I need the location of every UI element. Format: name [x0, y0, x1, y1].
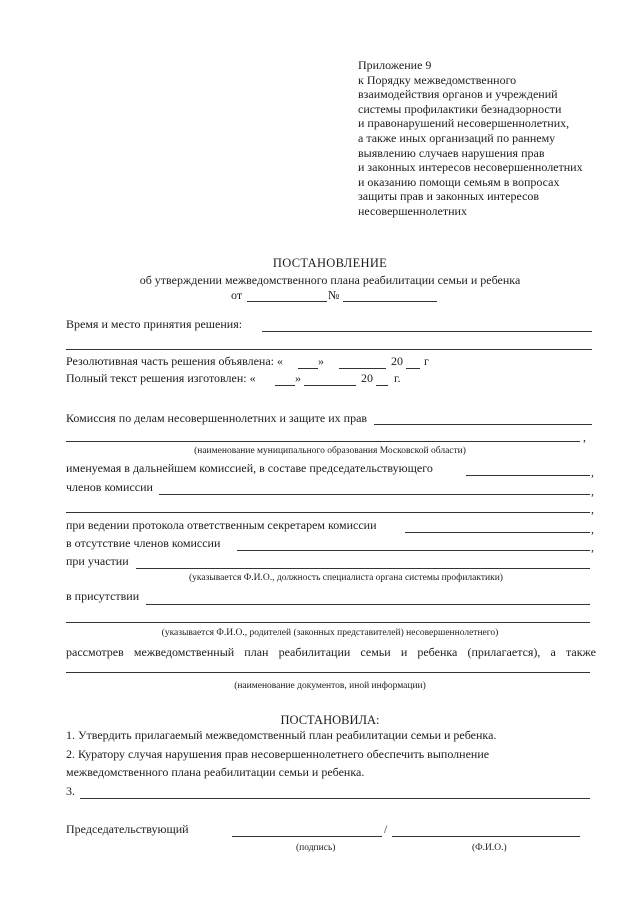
- full-text-year-line[interactable]: [376, 385, 388, 386]
- appendix-line: к Порядку межведомственного: [358, 72, 517, 87]
- named-as-label: именуемая в дальнейшем комиссией, в составе председательствующего: [66, 461, 433, 475]
- appendix-line: защиты прав и законных интересов: [358, 189, 540, 204]
- appendix-line: Приложение 9: [358, 58, 432, 72]
- document-title: ПОСТАНОВЛЕНИЕ: [272, 256, 388, 270]
- appendix-line: несовершеннолетних: [358, 203, 467, 218]
- appendix-line: и оказанию помощи семьям в вопросах: [358, 174, 560, 189]
- caption-municipality: (наименование муниципального образования Московской области): [194, 446, 466, 456]
- secretary-line[interactable]: [405, 532, 590, 533]
- chair-label: Председательствующий: [66, 822, 189, 836]
- full-text-month-line[interactable]: [304, 385, 356, 386]
- number-label: №: [328, 288, 340, 302]
- comma: ,: [591, 522, 594, 536]
- comma: ,: [591, 540, 594, 554]
- presence-line[interactable]: [146, 604, 590, 605]
- members-label: членов комиссии: [66, 480, 153, 494]
- comma: ,: [583, 430, 586, 444]
- decision-item-2-line-1: 2. Куратору случая нарушения прав несовершеннолетнего обеспечить выполнение: [66, 747, 490, 761]
- decision-item-3-line[interactable]: [80, 798, 590, 799]
- resolution-year-line[interactable]: [406, 368, 420, 369]
- year-suffix: г: [424, 354, 429, 368]
- caption-signature: (подпись): [296, 843, 336, 853]
- resolution-day-line[interactable]: [298, 368, 318, 369]
- signature-slash: /: [384, 822, 388, 836]
- name-line[interactable]: [392, 836, 580, 837]
- comma: ,: [591, 502, 594, 516]
- full-text-day-line[interactable]: [275, 385, 295, 386]
- appendix-line: и законных интересов несовершеннолетних: [358, 160, 583, 175]
- year-prefix: 20: [391, 354, 403, 368]
- full-text-label: Полный текст решения изготовлен: «: [66, 371, 256, 385]
- secretary-label: при ведении протокола ответственным секретарем комиссии: [66, 518, 377, 532]
- appendix-line: а также иных организаций по раннему: [358, 130, 556, 145]
- absent-line[interactable]: [237, 550, 590, 551]
- absent-label: в отсутствие членов комиссии: [66, 536, 221, 550]
- commission-label: Комиссия по делам несовершеннолетних и защите их прав: [66, 411, 368, 425]
- time-place-line[interactable]: [262, 331, 592, 332]
- quote-close: »: [318, 354, 324, 368]
- appendix-block: [358, 58, 583, 219]
- number-line[interactable]: [343, 301, 437, 302]
- chair-line[interactable]: [466, 475, 590, 476]
- appendix-line: системы профилактики безнадзорности: [358, 101, 562, 116]
- commission-line-2[interactable]: [66, 441, 580, 442]
- members-line-2[interactable]: [66, 512, 590, 513]
- decision-item-3: 3.: [66, 784, 75, 798]
- caption-specialist: (указывается Ф.И.О., должность специалиста органа системы профилактики): [189, 573, 503, 583]
- decision-title: ПОСТАНОВИЛА:: [280, 713, 380, 727]
- appendix-line: взаимодействия органов и учреждений: [358, 87, 558, 102]
- year-suffix-dot: г.: [394, 371, 401, 385]
- comma: ,: [591, 465, 594, 479]
- caption-parents: (указывается Ф.И.О., родителей (законных представителей) несовершеннолетнего): [161, 628, 499, 638]
- date-line[interactable]: [247, 301, 327, 302]
- caption-documents: (наименование документов, иной информации): [234, 681, 426, 691]
- signature-line[interactable]: [232, 836, 382, 837]
- document-subtitle: об утверждении межведомственного плана реабилитации семьи и ребенка: [139, 273, 521, 287]
- participation-line[interactable]: [136, 568, 590, 569]
- considered-line[interactable]: [66, 672, 590, 673]
- members-line[interactable]: [159, 494, 590, 495]
- comma: ,: [591, 484, 594, 498]
- from-label: от: [231, 288, 243, 302]
- caption-name: (Ф.И.О.): [472, 843, 507, 853]
- commission-line[interactable]: [374, 424, 592, 425]
- decision-item-1: 1. Утвердить прилагаемый межведомственный план реабилитации семьи и ребенка.: [66, 728, 497, 742]
- quote-close: »: [295, 371, 301, 385]
- presence-line-2[interactable]: [66, 622, 590, 623]
- participation-label: при участии: [66, 554, 129, 568]
- resolution-announced-label: Резолютивная часть решения объявлена: «: [66, 354, 283, 368]
- considered-text: рассмотрев межведомственный план реабилитации семьи и ребенка (прилагается), а также: [66, 645, 596, 659]
- appendix-line: и правонарушений несовершеннолетних,: [358, 116, 570, 131]
- year-prefix: 20: [361, 371, 373, 385]
- resolution-month-line[interactable]: [339, 368, 386, 369]
- time-place-line-2[interactable]: [66, 349, 592, 350]
- presence-label: в присутствии: [66, 589, 140, 603]
- time-place-label: Время и место принятия решения:: [66, 317, 243, 331]
- appendix-line: выявлению случаев нарушения прав: [358, 145, 545, 160]
- decision-item-2-line-2: межведомственного плана реабилитации семьи и ребенка.: [66, 765, 365, 779]
